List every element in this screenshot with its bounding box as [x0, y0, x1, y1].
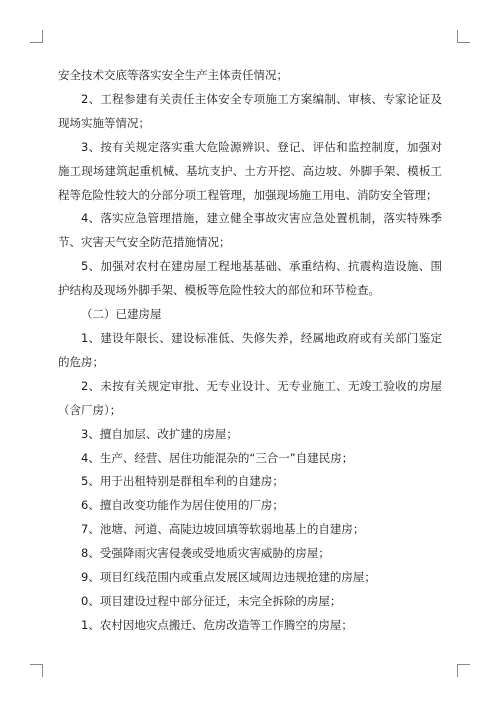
paragraph: 5、用于出租特别是群租牟利的自建房；	[81, 474, 284, 489]
crop-mark-bottom-right	[457, 664, 470, 677]
crop-mark-top-left	[30, 30, 43, 43]
paragraph: 5、加强对农村在建房屋工程地基基础、承重结构、抗震构造设施、围护结构及现场外脚手架、模板等危险性较大的部位和环节检查。	[58, 259, 442, 298]
paragraph: 2、未按有关规定审批、无专业设计、无专业施工、无竣工验收的房屋（含厂房）；	[58, 378, 442, 417]
crop-mark-bottom-left	[30, 664, 43, 677]
paragraph: 3、擅自加层、改扩建的房屋；	[81, 426, 238, 441]
paragraph: 3、按有关规定落实重大危险源辨识、登记、评估和监控制度，加强对施工现场建筑起重机械、基坑支护、土方开挖、高边坡、外脚手架、模板工程等危险性较大的分部分项工程管理，加强现场施工用电、消防安全管理；	[58, 139, 442, 202]
document-body	[58, 64, 442, 638]
paragraph: 1、建设年限长、建设标准低、失修失养，经属地政府或有关部门鉴定的危房；	[58, 330, 442, 369]
paragraph: 9、项目红线范围内或重点发展区域周边违规抢建的房屋；	[81, 570, 376, 585]
paragraph: 6、擅自改变功能作为居住使用的厂房；	[81, 498, 284, 513]
paragraph: 0、项目建设过程中部分征迁，未完全拆除的房屋；	[81, 593, 342, 608]
paragraph: 8、受强降雨灾害侵袭或受地质灾害威胁的房屋；	[81, 546, 330, 561]
paragraph: 4、生产、经营、居住功能混杂的“三合一”自建民房；	[81, 450, 354, 465]
paragraph: 2、工程参建有关责任主体安全专项施工方案编制、审核、专家论证及现场实施等情况；	[58, 91, 442, 130]
section-heading: （二）已建房屋	[81, 307, 162, 322]
paragraph: 7、池塘、河道、高陡边坡回填等软弱地基上的自建房；	[81, 522, 365, 537]
crop-mark-top-right	[457, 30, 470, 43]
paragraph: 4、落实应急管理措施，建立健全事故灾害应急处置机制，落实特殊季节、灾害天气安全防范措施情况；	[58, 211, 442, 250]
paragraph: 安全技术交底等落实安全生产主体责任情况；	[58, 68, 288, 82]
paragraph: 1、农村因地灾点搬迁、危房改造等工作腾空的房屋；	[81, 617, 353, 632]
